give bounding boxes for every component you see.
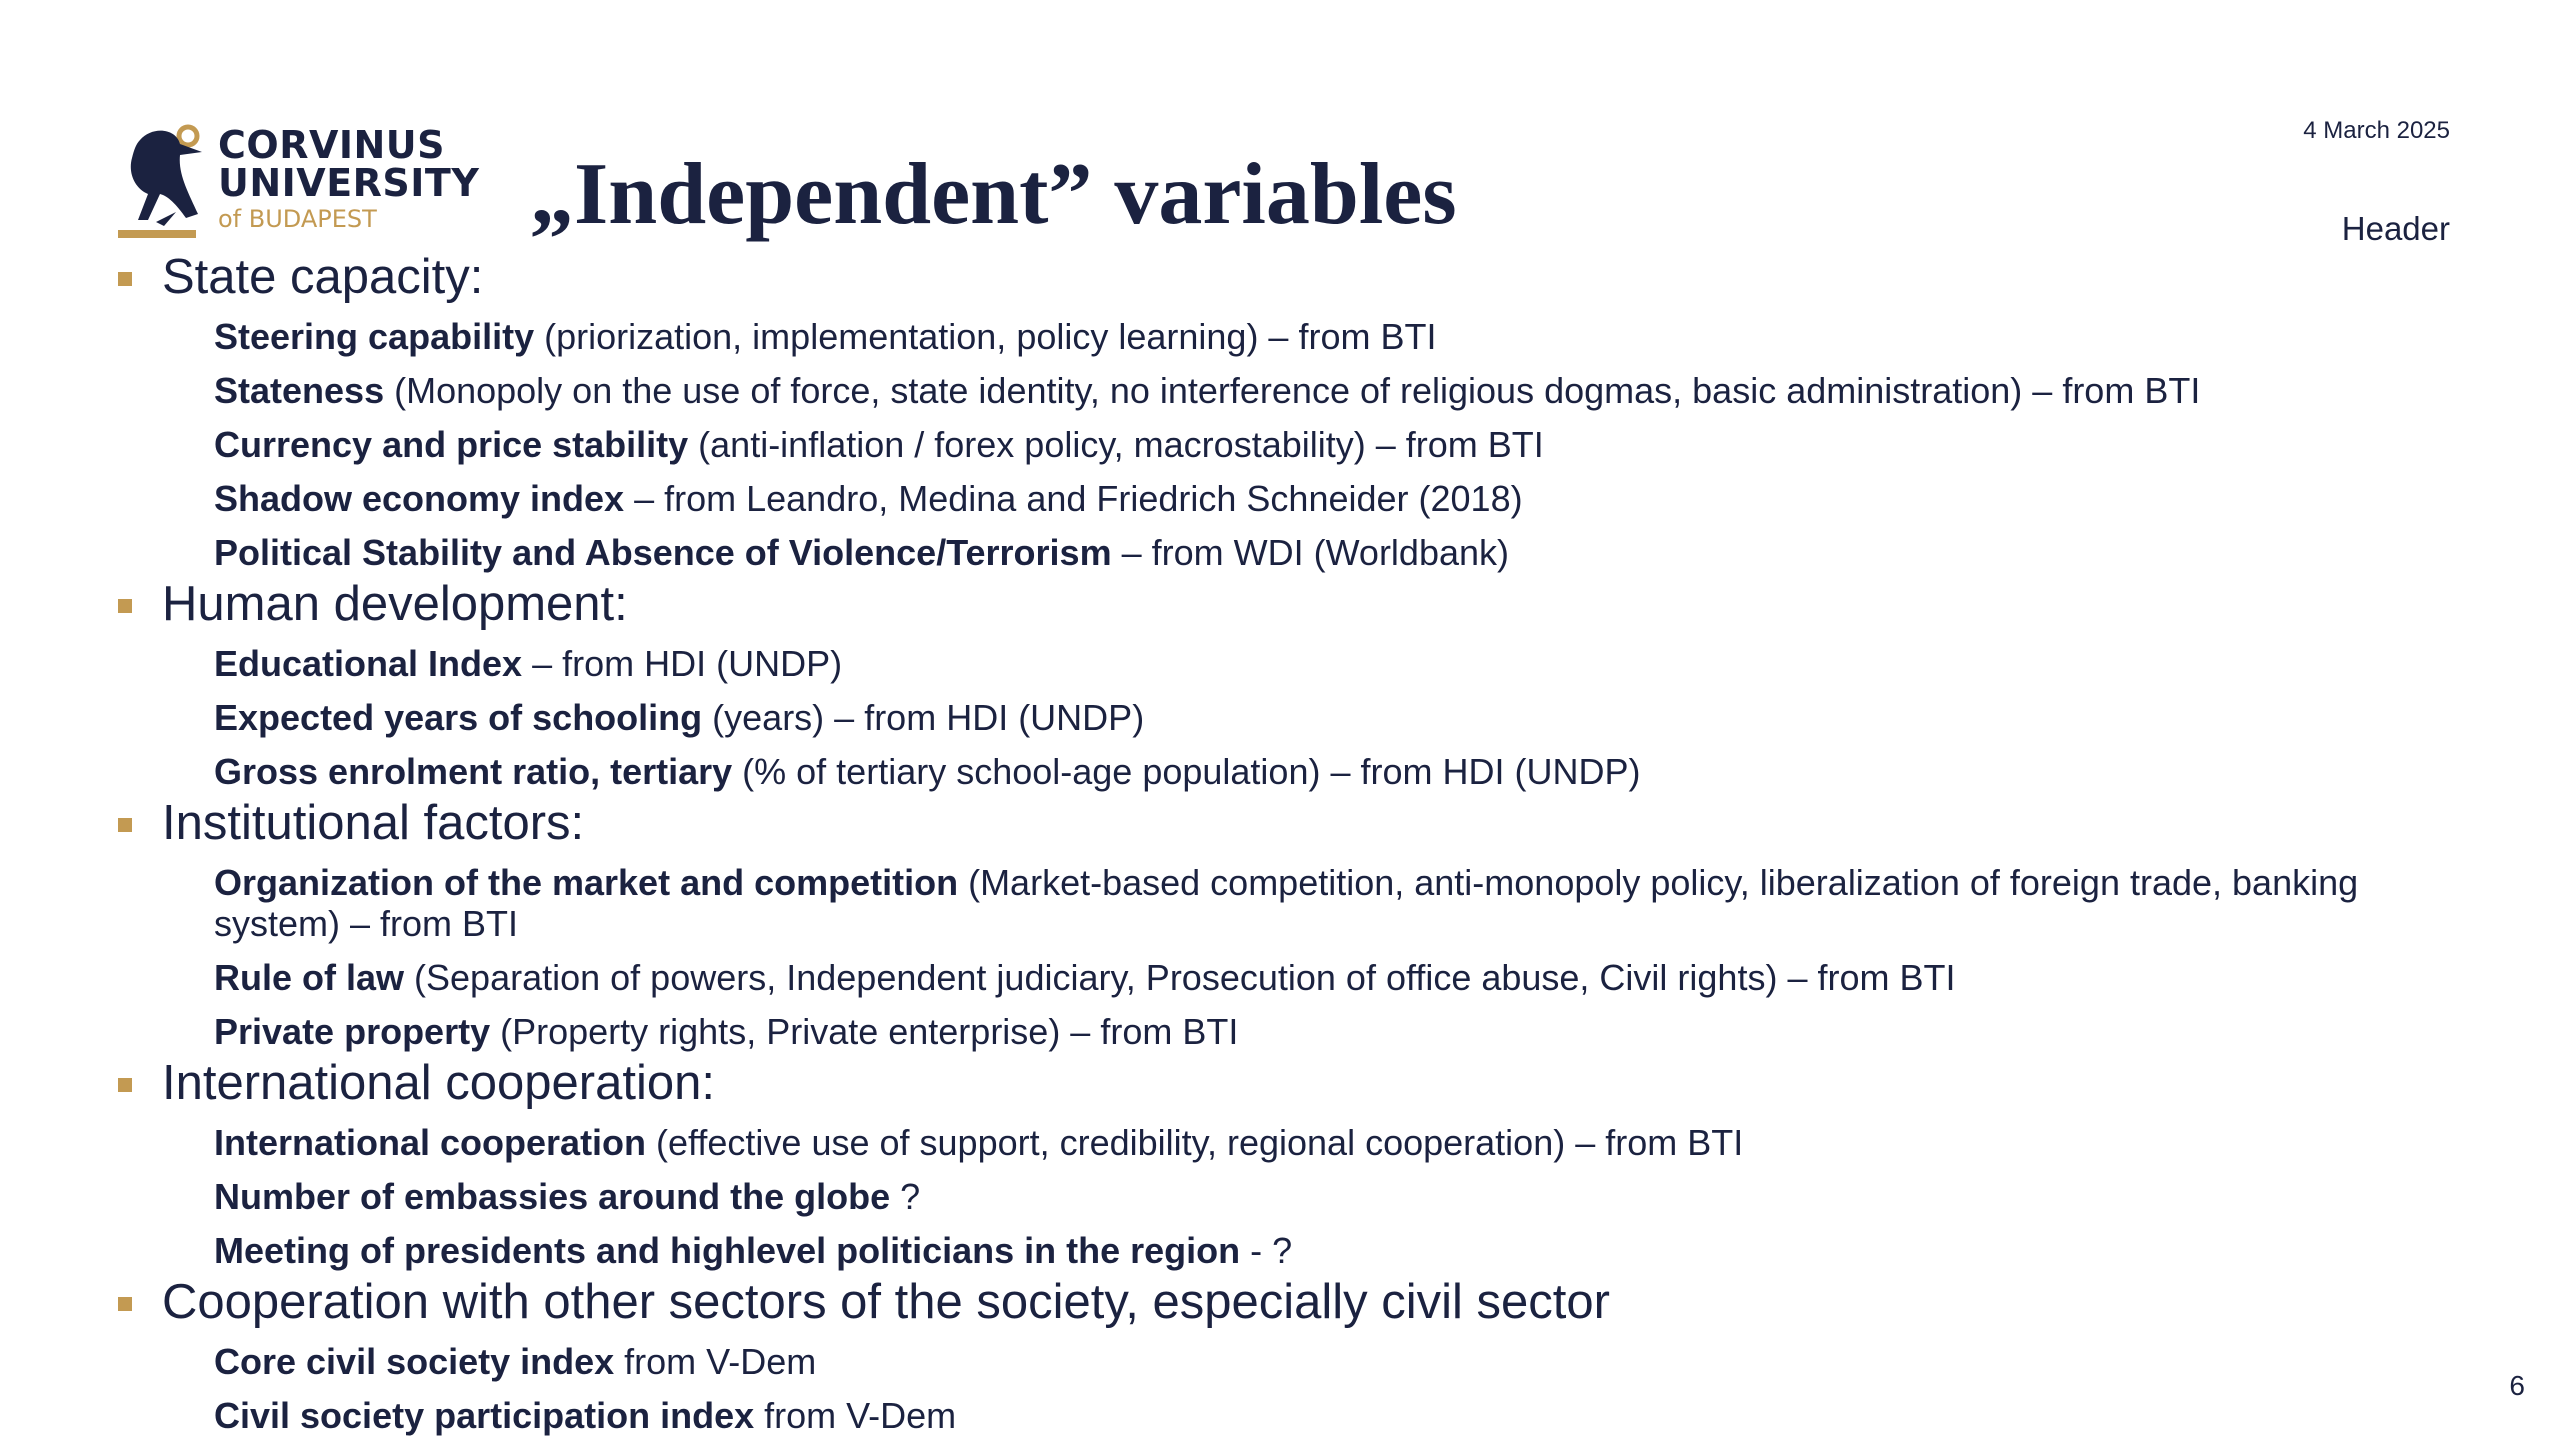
section-heading-text: International cooperation: bbox=[162, 1056, 715, 1110]
item-description: (Market-based competition, anti-monopoly policy, liberalization of foreign trade, banking system) – from BTI bbox=[214, 862, 2359, 944]
section-heading bbox=[118, 794, 2468, 852]
item-term: Meeting of presidents and highlevel politicians in the region bbox=[214, 1230, 1241, 1271]
list-item bbox=[214, 697, 2468, 738]
item-term: Organization of the market and competition bbox=[214, 862, 959, 903]
list-item bbox=[214, 1230, 2468, 1271]
list-item bbox=[214, 643, 2468, 684]
raven-with-ring-icon bbox=[118, 122, 213, 240]
section-heading bbox=[118, 575, 2468, 633]
item-term: International cooperation bbox=[214, 1122, 647, 1163]
header-label: Header bbox=[2341, 210, 2450, 247]
list-item bbox=[214, 424, 2468, 465]
section-heading bbox=[118, 248, 2468, 306]
item-term: Gross enrolment ratio, tertiary bbox=[214, 751, 733, 792]
section-heading-text: Cooperation with other sectors of the society, especially civil sector bbox=[162, 1275, 1610, 1329]
item-description: (% of tertiary school-age population) – from HDI (UNDP) bbox=[732, 751, 1641, 792]
item-term: Currency and price stability bbox=[214, 424, 689, 465]
section-heading-text: State capacity: bbox=[162, 250, 484, 304]
item-term: Stateness bbox=[214, 370, 385, 411]
square-bullet-icon bbox=[118, 818, 132, 832]
section-heading-text: Human development: bbox=[162, 577, 628, 631]
item-term: Number of embassies around the globe bbox=[214, 1176, 891, 1217]
list-item bbox=[214, 957, 2468, 998]
list-item bbox=[214, 1122, 2468, 1163]
item-description: from V-Dem bbox=[614, 1341, 817, 1382]
square-bullet-icon bbox=[118, 599, 132, 613]
item-term: Expected years of schooling bbox=[214, 697, 703, 738]
item-description: ? bbox=[890, 1176, 921, 1217]
list-item bbox=[214, 1011, 2468, 1052]
item-description: from V-Dem bbox=[754, 1395, 957, 1436]
item-description: - ? bbox=[1240, 1230, 1293, 1271]
logo-line-budapest: of BUDAPEST bbox=[218, 205, 377, 233]
item-description: (anti-inflation / forex policy, macrostability) – from BTI bbox=[688, 424, 1544, 465]
item-description: (Property rights, Private enterprise) – from BTI bbox=[490, 1011, 1239, 1052]
item-description: – from HDI (UNDP) bbox=[522, 643, 843, 684]
item-term: Shadow economy index bbox=[214, 478, 625, 519]
list-item bbox=[214, 1395, 2468, 1436]
logo-line-university: UNIVERSITY bbox=[218, 161, 480, 205]
item-term: Educational Index bbox=[214, 643, 523, 684]
section-heading bbox=[118, 1054, 2468, 1112]
square-bullet-icon bbox=[118, 1297, 132, 1311]
slide-date: 4 March 2025 bbox=[2303, 117, 2450, 144]
university-logo bbox=[118, 122, 478, 247]
item-description: (Separation of powers, Independent judiciary, Prosecution of office abuse, Civil rights) – from BTI bbox=[404, 957, 1956, 998]
square-bullet-icon bbox=[118, 272, 132, 286]
list-item bbox=[214, 1176, 2468, 1217]
item-description: – from Leandro, Medina and Friedrich Schneider (2018) bbox=[624, 478, 1523, 519]
item-term: Civil society participation index bbox=[214, 1395, 755, 1436]
item-description: (years) – from HDI (UNDP) bbox=[702, 697, 1145, 738]
item-term: Steering capability bbox=[214, 316, 535, 357]
item-description: (priorization, implementation, policy learning) – from BTI bbox=[534, 316, 1437, 357]
page-number: 6 bbox=[2509, 1370, 2525, 1401]
list-item bbox=[214, 478, 2468, 519]
slide-title: „Independent” variables bbox=[530, 146, 1457, 243]
item-term: Private property bbox=[214, 1011, 491, 1052]
list-item bbox=[214, 532, 2468, 573]
square-bullet-icon bbox=[118, 1078, 132, 1092]
item-term: Rule of law bbox=[214, 957, 405, 998]
list-item bbox=[214, 1341, 2468, 1382]
item-description: (effective use of support, credibility, regional cooperation) – from BTI bbox=[646, 1122, 1744, 1163]
section-heading-text: Institutional factors: bbox=[162, 796, 585, 850]
list-item bbox=[214, 316, 2468, 357]
list-item bbox=[214, 751, 2468, 792]
item-term: Political Stability and Absence of Violence/Terrorism bbox=[214, 532, 1112, 573]
list-item bbox=[214, 370, 2468, 411]
item-description: – from WDI (Worldbank) bbox=[1111, 532, 1509, 573]
section-heading bbox=[118, 1273, 2468, 1331]
item-term: Core civil society index bbox=[214, 1341, 615, 1382]
slide-content bbox=[118, 246, 2468, 1436]
logo-line-corvinus: CORVINUS bbox=[218, 123, 446, 167]
item-description: (Monopoly on the use of force, state identity, no interference of religious dogmas, basic administration) – from BTI bbox=[384, 370, 2201, 411]
list-item bbox=[214, 862, 2468, 944]
